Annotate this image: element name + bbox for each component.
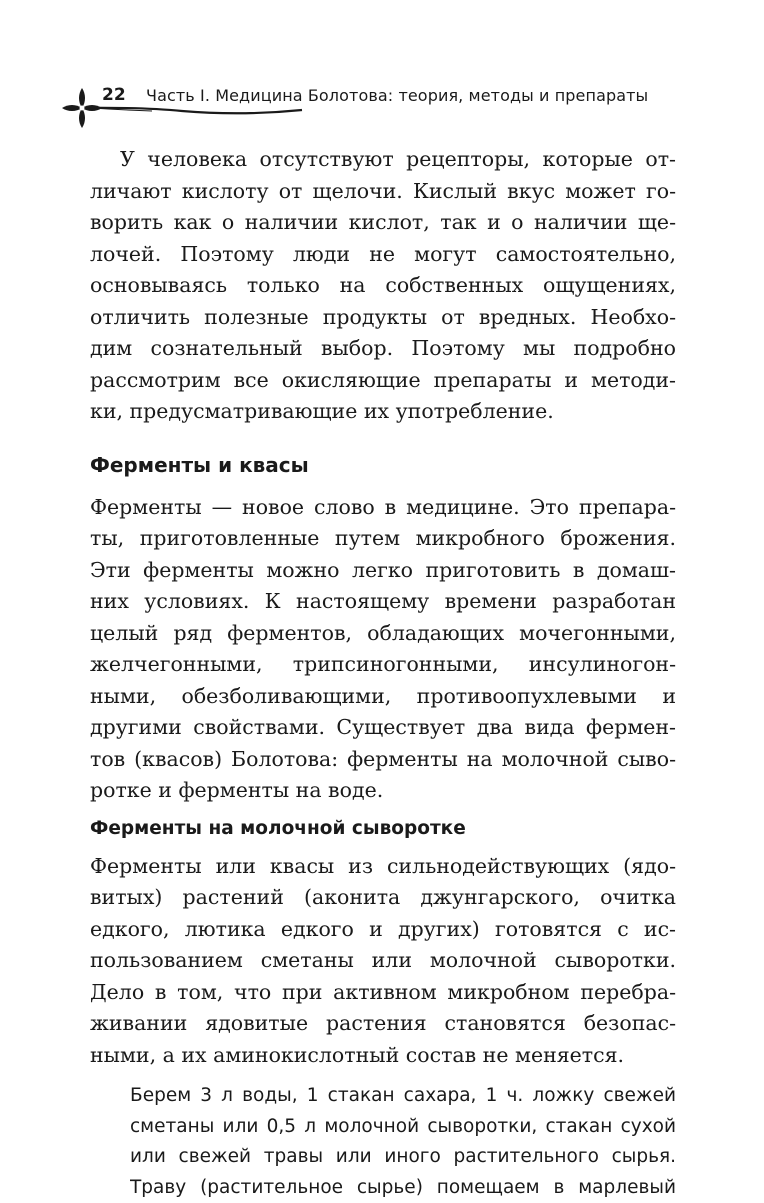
- text-line: другими свойствами. Существует два вида фермен-: [90, 712, 676, 744]
- recipe-line: Берем 3 л воды, 1 стакан сахара, 1 ч. ложку свежей: [130, 1081, 676, 1112]
- recipe-line: сметаны или 0,5 л молочной сыворотки, стакан сухой: [130, 1112, 676, 1143]
- text-line: тов (квасов) Болотова: ферменты на молочной сыво-: [90, 744, 676, 776]
- subsection-paragraph: [90, 851, 676, 1072]
- text-line: витых) растений (аконита джунгарского, очитка: [90, 882, 676, 914]
- text-line: ными, обезболивающими, противоопухлевыми и: [90, 681, 676, 713]
- text-line: живании ядовитые растения становятся безопас-: [90, 1008, 676, 1040]
- recipe-block: [90, 1081, 676, 1203]
- section-heading: Ферменты и квасы: [90, 450, 676, 480]
- recipe-line: Траву (растительное сырье) помещаем в марлевый: [130, 1173, 676, 1203]
- text-line: ворить как о наличии кислот, так и о наличии ще-: [90, 207, 676, 239]
- text-line: рассмотрим все окисляющие препараты и методи-: [90, 365, 676, 397]
- text-line: Дело в том, что при активном микробном перебра-: [90, 977, 676, 1009]
- text-line: ными, а их аминокислотный состав не меняется.: [90, 1040, 676, 1072]
- text-line: пользованием сметаны или молочной сыворотки.: [90, 945, 676, 977]
- text-line: У человека отсутствуют рецепторы, которые от-: [90, 144, 676, 176]
- text-line: ки, предусматривающие их употребление.: [90, 396, 676, 428]
- text-line: лочей. Поэтому люди не могут самостоятельно,: [90, 239, 676, 271]
- text-line: Эти ферменты можно легко приготовить в домаш-: [90, 555, 676, 587]
- running-head: Часть I. Медицина Болотова: теория, методы и препараты: [146, 86, 648, 105]
- text-line: желчегонными, трипсиногонными, инсулиногон-: [90, 649, 676, 681]
- intro-paragraph: [90, 144, 676, 428]
- page-header: [62, 78, 672, 128]
- page-body: [90, 144, 676, 1203]
- text-line: основываясь только на собственных ощущениях,: [90, 270, 676, 302]
- text-line: ротке и ферменты на воде.: [90, 775, 676, 807]
- text-line: Ферменты или квасы из сильнодействующих (ядо-: [90, 851, 676, 883]
- section-paragraph: [90, 492, 676, 807]
- page-number: 22: [102, 85, 126, 105]
- text-line: дим сознательный выбор. Поэтому мы подробно: [90, 333, 676, 365]
- text-line: личают кислоту от щелочи. Кислый вкус может го-: [90, 176, 676, 208]
- text-line: ты, приготовленные путем микробного брожения.: [90, 523, 676, 555]
- text-line: Ферменты — новое слово в медицине. Это препара-: [90, 492, 676, 524]
- recipe-line: или свежей травы или иного растительного сырья.: [130, 1142, 676, 1173]
- text-line: них условиях. К настоящему времени разработан: [90, 586, 676, 618]
- text-line: отличить полезные продукты от вредных. Необхо-: [90, 302, 676, 334]
- text-line: целый ряд ферментов, обладающих мочегонными,: [90, 618, 676, 650]
- subsection-heading: Ферменты на молочной сыворотке: [90, 815, 676, 843]
- text-line: едкого, лютика едкого и других) готовятся с ис-: [90, 914, 676, 946]
